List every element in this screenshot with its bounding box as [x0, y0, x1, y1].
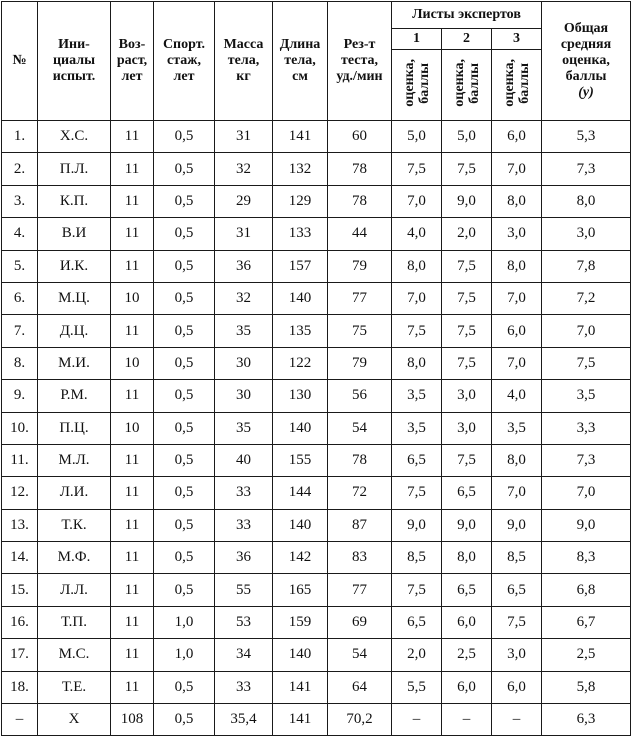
- cell-expert-1-score: 7,0: [392, 282, 442, 314]
- cell-body-length: 140: [273, 639, 328, 671]
- cell-expert-2-score: 2,5: [442, 639, 492, 671]
- cell-sport-experience: 1,0: [154, 639, 215, 671]
- cell-body-length: 142: [273, 542, 328, 574]
- cell-expert-3-score: 8,0: [492, 444, 542, 476]
- cell-sport-experience: 0,5: [154, 282, 215, 314]
- cell-overall-score: 5,3: [542, 121, 631, 153]
- cell-row-number: 5.: [2, 250, 38, 282]
- cell-age: 11: [111, 671, 154, 703]
- cell-sport-experience: 0,5: [154, 671, 215, 703]
- cell-body-mass: 32: [215, 153, 273, 185]
- cell-expert-1-score: 6,5: [392, 606, 442, 638]
- cell-expert-2-score: 6,0: [442, 671, 492, 703]
- cell-test-result: 79: [328, 347, 392, 379]
- cell-age: 11: [111, 121, 154, 153]
- cell-initials: П.Л.: [38, 153, 111, 185]
- cell-expert-1-score: 2,0: [392, 639, 442, 671]
- cell-initials: Д.Ц.: [38, 315, 111, 347]
- cell-initials: М.Ф.: [38, 542, 111, 574]
- cell-body-mass: 30: [215, 347, 273, 379]
- cell-expert-3-score: 3,0: [492, 639, 542, 671]
- cell-overall-score: 7,3: [542, 153, 631, 185]
- cell-body-mass: 35: [215, 315, 273, 347]
- cell-expert-1-score: 7,5: [392, 574, 442, 606]
- header-expert-2: 2: [442, 29, 492, 50]
- cell-body-length: 141: [273, 671, 328, 703]
- cell-test-result: 56: [328, 380, 392, 412]
- cell-test-result: 54: [328, 639, 392, 671]
- cell-row-number: 13.: [2, 509, 38, 541]
- cell-age: 11: [111, 444, 154, 476]
- table-row: [2, 347, 631, 379]
- table-row: [2, 509, 631, 541]
- cell-initials: В.И: [38, 218, 111, 250]
- cell-sport-experience: 0,5: [154, 315, 215, 347]
- expert-1-score-label: оценка, баллы: [401, 58, 432, 107]
- table-row: [2, 315, 631, 347]
- header-expert-sheets: Листы экспертов: [392, 2, 542, 29]
- table-row: [2, 574, 631, 606]
- cell-expert-1-score: 8,0: [392, 347, 442, 379]
- table-row: [2, 380, 631, 412]
- cell-initials: К.П.: [38, 185, 111, 217]
- summary-cell-row-number: –: [2, 704, 38, 736]
- table-row: [2, 121, 631, 153]
- cell-initials: П.Ц.: [38, 412, 111, 444]
- cell-initials: Л.Л.: [38, 574, 111, 606]
- cell-age: 11: [111, 574, 154, 606]
- cell-expert-2-score: 3,0: [442, 412, 492, 444]
- cell-initials: Т.П.: [38, 606, 111, 638]
- cell-expert-2-score: 7,5: [442, 347, 492, 379]
- cell-overall-score: 7,3: [542, 444, 631, 476]
- cell-test-result: 44: [328, 218, 392, 250]
- cell-expert-2-score: 8,0: [442, 542, 492, 574]
- cell-body-length: 141: [273, 121, 328, 153]
- results-table-container: [1, 1, 631, 736]
- cell-expert-3-score: 8,5: [492, 542, 542, 574]
- cell-body-mass: 33: [215, 671, 273, 703]
- cell-age: 11: [111, 153, 154, 185]
- cell-expert-1-score: 5,0: [392, 121, 442, 153]
- header-body-length: Длина тела, см: [273, 2, 328, 121]
- cell-expert-1-score: 4,0: [392, 218, 442, 250]
- cell-initials: Л.И.: [38, 477, 111, 509]
- cell-body-length: 122: [273, 347, 328, 379]
- cell-expert-2-score: 2,0: [442, 218, 492, 250]
- cell-overall-score: 2,5: [542, 639, 631, 671]
- cell-expert-2-score: 7,5: [442, 282, 492, 314]
- results-table: [1, 1, 631, 736]
- cell-sport-experience: 0,5: [154, 412, 215, 444]
- cell-expert-3-score: 9,0: [492, 509, 542, 541]
- cell-age: 11: [111, 542, 154, 574]
- cell-body-mass: 30: [215, 380, 273, 412]
- cell-age: 11: [111, 477, 154, 509]
- cell-body-length: 140: [273, 282, 328, 314]
- summary-cell-body-mass: 35,4: [215, 704, 273, 736]
- cell-expert-2-score: 6,0: [442, 606, 492, 638]
- cell-initials: Р.М.: [38, 380, 111, 412]
- header-expert-1: 1: [392, 29, 442, 50]
- cell-sport-experience: 0,5: [154, 347, 215, 379]
- cell-body-mass: 33: [215, 477, 273, 509]
- cell-body-length: 157: [273, 250, 328, 282]
- cell-body-mass: 53: [215, 606, 273, 638]
- summary-cell-initials: X: [38, 704, 111, 736]
- cell-test-result: 78: [328, 185, 392, 217]
- cell-sport-experience: 0,5: [154, 509, 215, 541]
- summary-cell-expert-2-score: –: [442, 704, 492, 736]
- summary-cell-overall-score: 6,3: [542, 704, 631, 736]
- cell-expert-1-score: 7,5: [392, 153, 442, 185]
- cell-expert-3-score: 3,0: [492, 218, 542, 250]
- cell-overall-score: 3,0: [542, 218, 631, 250]
- overall-score-variable: (y): [578, 85, 594, 100]
- table-row: [2, 671, 631, 703]
- cell-overall-score: 8,3: [542, 542, 631, 574]
- cell-sport-experience: 0,5: [154, 218, 215, 250]
- cell-test-result: 87: [328, 509, 392, 541]
- cell-expert-2-score: 7,5: [442, 250, 492, 282]
- cell-initials: Т.Е.: [38, 671, 111, 703]
- cell-body-mass: 31: [215, 218, 273, 250]
- table-row: [2, 153, 631, 185]
- cell-expert-3-score: 8,0: [492, 185, 542, 217]
- cell-age: 11: [111, 250, 154, 282]
- cell-body-mass: 33: [215, 509, 273, 541]
- cell-age: 10: [111, 347, 154, 379]
- table-row: [2, 282, 631, 314]
- header-number: №: [2, 2, 38, 121]
- cell-body-length: 159: [273, 606, 328, 638]
- cell-expert-3-score: 7,0: [492, 282, 542, 314]
- table-row: [2, 444, 631, 476]
- header-body-mass: Масса тела, кг: [215, 2, 273, 121]
- cell-initials: М.С.: [38, 639, 111, 671]
- cell-initials: Х.С.: [38, 121, 111, 153]
- cell-expert-1-score: 7,5: [392, 477, 442, 509]
- cell-body-length: 135: [273, 315, 328, 347]
- cell-body-mass: 40: [215, 444, 273, 476]
- cell-age: 10: [111, 282, 154, 314]
- cell-test-result: 69: [328, 606, 392, 638]
- header-initials: Ини- циалы испыт.: [38, 2, 111, 121]
- cell-body-length: 132: [273, 153, 328, 185]
- cell-body-length: 165: [273, 574, 328, 606]
- cell-sport-experience: 0,5: [154, 444, 215, 476]
- cell-body-length: 133: [273, 218, 328, 250]
- summary-cell-expert-1-score: –: [392, 704, 442, 736]
- summary-cell-test-result: 70,2: [328, 704, 392, 736]
- cell-body-mass: 34: [215, 639, 273, 671]
- cell-row-number: 14.: [2, 542, 38, 574]
- cell-expert-3-score: 6,0: [492, 121, 542, 153]
- cell-overall-score: 7,2: [542, 282, 631, 314]
- table-row: [2, 412, 631, 444]
- cell-expert-2-score: 9,0: [442, 509, 492, 541]
- summary-cell-expert-3-score: –: [492, 704, 542, 736]
- cell-expert-2-score: 6,5: [442, 574, 492, 606]
- header-test-result: Рез-т теста, уд./мин: [328, 2, 392, 121]
- cell-row-number: 17.: [2, 639, 38, 671]
- cell-test-result: 78: [328, 153, 392, 185]
- cell-age: 11: [111, 185, 154, 217]
- cell-expert-1-score: 7,5: [392, 315, 442, 347]
- header-age: Воз- раст, лет: [111, 2, 154, 121]
- header-sport-experience: Спорт. стаж, лет: [154, 2, 215, 121]
- cell-body-length: 144: [273, 477, 328, 509]
- cell-expert-2-score: 7,5: [442, 315, 492, 347]
- cell-row-number: 16.: [2, 606, 38, 638]
- header-expert-3: 3: [492, 29, 542, 50]
- cell-row-number: 4.: [2, 218, 38, 250]
- cell-test-result: 64: [328, 671, 392, 703]
- cell-overall-score: 6,7: [542, 606, 631, 638]
- table-row: [2, 250, 631, 282]
- overall-score-label: Общая средняя оценка, баллы: [560, 21, 612, 84]
- cell-expert-3-score: 6,0: [492, 315, 542, 347]
- cell-expert-1-score: 9,0: [392, 509, 442, 541]
- cell-age: 11: [111, 315, 154, 347]
- cell-initials: М.Л.: [38, 444, 111, 476]
- cell-overall-score: 3,3: [542, 412, 631, 444]
- cell-overall-score: 9,0: [542, 509, 631, 541]
- cell-body-mass: 55: [215, 574, 273, 606]
- cell-overall-score: 6,8: [542, 574, 631, 606]
- table-row: [2, 542, 631, 574]
- cell-body-length: 140: [273, 412, 328, 444]
- cell-expert-3-score: 6,0: [492, 671, 542, 703]
- cell-overall-score: 8,0: [542, 185, 631, 217]
- table-row-summary: [2, 704, 631, 736]
- cell-sport-experience: 1,0: [154, 606, 215, 638]
- cell-row-number: 3.: [2, 185, 38, 217]
- header-overall-score: [542, 2, 631, 121]
- table-row: [2, 477, 631, 509]
- cell-expert-1-score: 8,0: [392, 250, 442, 282]
- cell-expert-2-score: 9,0: [442, 185, 492, 217]
- cell-expert-1-score: 5,5: [392, 671, 442, 703]
- cell-sport-experience: 0,5: [154, 542, 215, 574]
- cell-row-number: 2.: [2, 153, 38, 185]
- cell-initials: И.К.: [38, 250, 111, 282]
- cell-expert-3-score: 7,5: [492, 606, 542, 638]
- cell-age: 10: [111, 412, 154, 444]
- cell-expert-1-score: 6,5: [392, 444, 442, 476]
- cell-body-mass: 32: [215, 282, 273, 314]
- cell-overall-score: 3,5: [542, 380, 631, 412]
- cell-age: 11: [111, 639, 154, 671]
- cell-expert-1-score: 3,5: [392, 380, 442, 412]
- table-row: [2, 639, 631, 671]
- cell-expert-2-score: 3,0: [442, 380, 492, 412]
- cell-sport-experience: 0,5: [154, 250, 215, 282]
- cell-test-result: 60: [328, 121, 392, 153]
- cell-test-result: 83: [328, 542, 392, 574]
- table-row: [2, 185, 631, 217]
- cell-row-number: 10.: [2, 412, 38, 444]
- cell-sport-experience: 0,5: [154, 380, 215, 412]
- cell-expert-3-score: 7,0: [492, 153, 542, 185]
- cell-row-number: 11.: [2, 444, 38, 476]
- cell-test-result: 78: [328, 444, 392, 476]
- cell-expert-2-score: 5,0: [442, 121, 492, 153]
- summary-cell-sport-experience: 0,5: [154, 704, 215, 736]
- cell-overall-score: 5,8: [542, 671, 631, 703]
- cell-row-number: 8.: [2, 347, 38, 379]
- table-row: [2, 606, 631, 638]
- cell-body-mass: 36: [215, 542, 273, 574]
- cell-sport-experience: 0,5: [154, 153, 215, 185]
- header-expert-2-score: [442, 50, 492, 121]
- cell-expert-3-score: 4,0: [492, 380, 542, 412]
- cell-row-number: 7.: [2, 315, 38, 347]
- cell-initials: Т.К.: [38, 509, 111, 541]
- cell-row-number: 1.: [2, 121, 38, 153]
- cell-expert-1-score: 8,5: [392, 542, 442, 574]
- cell-age: 11: [111, 509, 154, 541]
- cell-test-result: 75: [328, 315, 392, 347]
- cell-sport-experience: 0,5: [154, 185, 215, 217]
- cell-row-number: 12.: [2, 477, 38, 509]
- cell-body-mass: 31: [215, 121, 273, 153]
- cell-overall-score: 7,8: [542, 250, 631, 282]
- cell-expert-3-score: 6,5: [492, 574, 542, 606]
- cell-expert-1-score: 3,5: [392, 412, 442, 444]
- table-row: [2, 218, 631, 250]
- cell-age: 11: [111, 380, 154, 412]
- cell-test-result: 77: [328, 574, 392, 606]
- cell-expert-3-score: 7,0: [492, 347, 542, 379]
- table-body: [2, 121, 631, 736]
- cell-body-length: 129: [273, 185, 328, 217]
- summary-cell-age: 108: [111, 704, 154, 736]
- expert-2-score-label: оценка, баллы: [451, 58, 482, 107]
- cell-expert-2-score: 7,5: [442, 153, 492, 185]
- cell-expert-2-score: 7,5: [442, 444, 492, 476]
- cell-row-number: 15.: [2, 574, 38, 606]
- cell-sport-experience: 0,5: [154, 121, 215, 153]
- cell-expert-2-score: 6,5: [442, 477, 492, 509]
- cell-overall-score: 7,0: [542, 315, 631, 347]
- cell-sport-experience: 0,5: [154, 574, 215, 606]
- cell-row-number: 9.: [2, 380, 38, 412]
- cell-initials: М.И.: [38, 347, 111, 379]
- cell-body-mass: 35: [215, 412, 273, 444]
- cell-test-result: 72: [328, 477, 392, 509]
- cell-body-length: 130: [273, 380, 328, 412]
- cell-test-result: 54: [328, 412, 392, 444]
- cell-row-number: 6.: [2, 282, 38, 314]
- cell-age: 11: [111, 218, 154, 250]
- cell-expert-3-score: 3,5: [492, 412, 542, 444]
- cell-initials: М.Ц.: [38, 282, 111, 314]
- cell-overall-score: 7,0: [542, 477, 631, 509]
- cell-age: 11: [111, 606, 154, 638]
- cell-expert-3-score: 8,0: [492, 250, 542, 282]
- summary-cell-body-length: 141: [273, 704, 328, 736]
- cell-row-number: 18.: [2, 671, 38, 703]
- cell-body-length: 155: [273, 444, 328, 476]
- cell-sport-experience: 0,5: [154, 477, 215, 509]
- cell-body-length: 140: [273, 509, 328, 541]
- header-expert-1-score: [392, 50, 442, 121]
- cell-overall-score: 7,5: [542, 347, 631, 379]
- header-expert-3-score: [492, 50, 542, 121]
- cell-body-mass: 36: [215, 250, 273, 282]
- cell-body-mass: 29: [215, 185, 273, 217]
- cell-test-result: 79: [328, 250, 392, 282]
- cell-expert-3-score: 7,0: [492, 477, 542, 509]
- expert-3-score-label: оценка, баллы: [501, 58, 532, 107]
- cell-expert-1-score: 7,0: [392, 185, 442, 217]
- cell-test-result: 77: [328, 282, 392, 314]
